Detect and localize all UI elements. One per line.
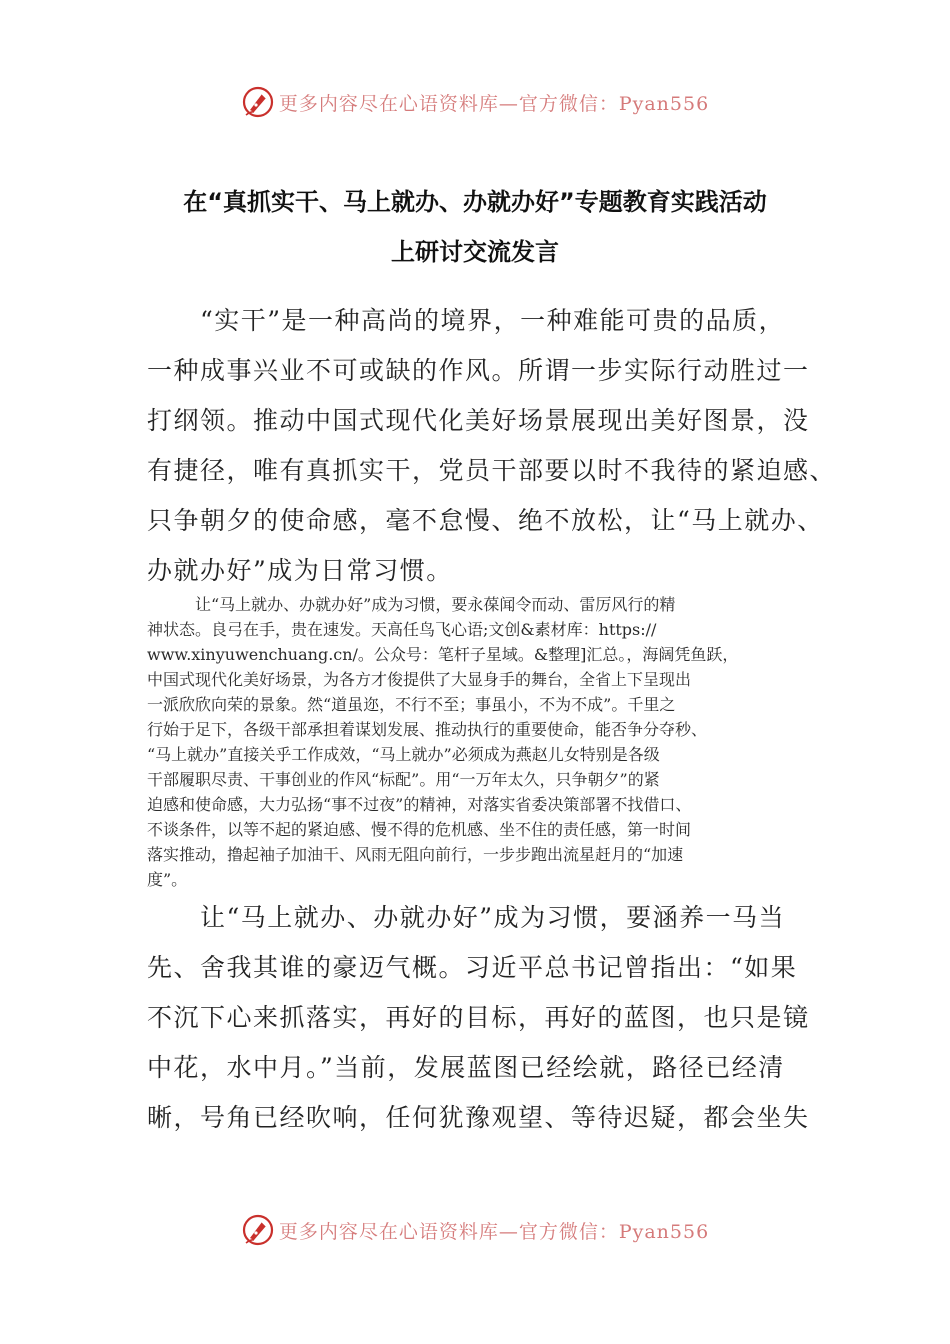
paragraph-1-line: “实干”是一种高尚的境界，一种难能可贵的品质， — [147, 306, 786, 335]
paragraph-3-line: 中花，水中月。”当前，发展蓝图已经绘就，路径已经清 — [147, 1053, 785, 1082]
paragraph-1-line: 办就办好”成为日常习惯。 — [147, 556, 453, 585]
paragraph-2-line: 一派欣欣向荣的景象。然“道虽迩，不行不至；事虽小，不为不成”。千里之 — [147, 695, 676, 714]
document-title-line-2: 上研讨交流发言 — [391, 238, 559, 266]
paragraph-2-line: 不谈条件，以等不起的紧迫感、慢不得的危机感、坐不住的责任感，第一时间 — [147, 820, 692, 839]
paragraph-1-line: 有捷径，唯有真抓实干，党员干部要以时不我待的紧迫感、 — [147, 456, 837, 485]
paragraph-2-line: “马上就办”直接关乎工作成效，“马上就办”必须成为燕赵儿女特别是各级 — [147, 745, 660, 764]
paragraph-2 — [147, 592, 817, 892]
paragraph-2-line: 中国式现代化美好场景，为各方才俊提供了大显身手的舞台，全省上下呈现出 — [147, 670, 692, 689]
pen-nib-logo-icon — [241, 1213, 275, 1247]
paragraph-3-line: 先、舍我其谁的豪迈气概。习近平总书记曾指出：“如果 — [147, 953, 798, 982]
paragraph-1-line: 打纲领。推动中国式现代化美好场景展现出美好图景，没 — [147, 406, 810, 435]
paragraph-1-line: 一种成事兴业不可或缺的作风。所谓一步实际行动胜过一 — [147, 356, 810, 385]
document-title-line-1: 在“真抓实干、马上就办、办就办好”专题教育实践活动 — [183, 188, 767, 216]
paragraph-2-line: 迫感和使命感，大力弘扬“事不过夜”的精神，对落实省委决策部署不找借口、 — [147, 795, 692, 814]
paragraph-3-line: 晰，号角已经吹响，任何犹豫观望、等待迟疑，都会坐失 — [147, 1103, 810, 1132]
header-banner-text: 更多内容尽在心语资料库—官方微信：Pyan556 — [278, 92, 710, 115]
paragraph-3-line: 让“马上就办、办就办好”成为习惯，要涵养一马当 — [147, 903, 786, 932]
paragraph-2-line: 神状态。良弓在手，贵在速发。天高任鸟飞心语;文创&素材库：https:// — [147, 620, 657, 639]
paragraph-1-line: 只争朝夕的使命感，毫不怠慢、绝不放松，让“马上就办、 — [147, 506, 824, 535]
footer-banner-text: 更多内容尽在心语资料库—官方微信：Pyan556 — [278, 1220, 710, 1243]
footer-banner — [0, 1210, 950, 1250]
header-banner — [0, 82, 950, 122]
paragraph-2-line: 让“马上就办、办就办好”成为习惯，要永葆闻令而动、雷厉风行的精 — [147, 595, 676, 614]
paragraph-2-line: 落实推动，撸起袖子加油干、风雨无阻向前行，一步步跑出流星赶月的“加速 — [147, 845, 684, 864]
paragraph-2-line: 行始于足下，各级干部承担着谋划发展、推动执行的重要使命，能否争分夺秒、 — [147, 720, 708, 739]
paragraph-3-line: 不沉下心来抓落实，再好的目标，再好的蓝图，也只是镜 — [147, 1003, 810, 1032]
paragraph-2-line: 干部履职尽责、干事创业的作风“标配”。用“一万年太久，只争朝夕”的紧 — [147, 770, 660, 789]
paragraph-2-line: www.xinyuwenchuang.cn/。公众号：笔杆子星域。&整理]汇总。，海阔凭鱼跃， — [147, 645, 739, 664]
pen-nib-logo-icon — [241, 85, 275, 119]
paragraph-2-line: 度”。 — [147, 870, 188, 889]
